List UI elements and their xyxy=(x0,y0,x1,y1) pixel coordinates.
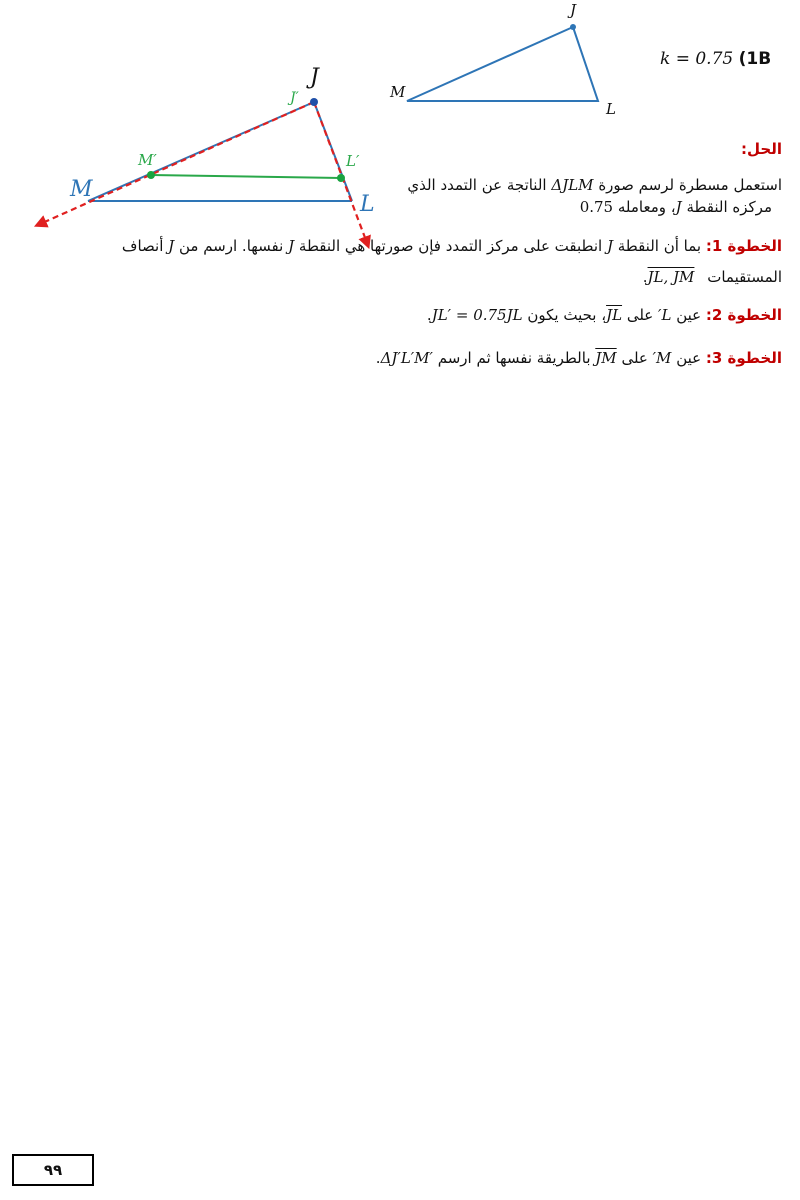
point-J-small xyxy=(570,24,576,30)
step-2-label: الخطوة 2: xyxy=(705,306,782,324)
page-number: ٩٩ xyxy=(43,1161,63,1179)
label-M-small: M xyxy=(390,83,406,101)
problem-header xyxy=(660,46,790,72)
step3-math-f: ΔJ′L′M′ xyxy=(380,349,433,367)
step-1-line-1 xyxy=(16,233,782,259)
step3-math-d: JM xyxy=(595,349,617,367)
step2-text-e: ، بحيث يكون xyxy=(527,306,607,324)
intro2-scale: 0.75 xyxy=(579,198,614,216)
k-value: k = 0.75 xyxy=(660,49,734,69)
label-L-small: L xyxy=(606,100,616,115)
step1-text-a: بما أن النقطة xyxy=(617,237,702,255)
step3-math-b: M′ xyxy=(652,349,672,367)
step1-math-b: J xyxy=(606,237,613,255)
intro2-text-c: ، ومعامله xyxy=(617,198,676,216)
small-triangle-figure xyxy=(380,0,630,115)
triangle-JLM xyxy=(407,27,598,101)
label-J-prime: J′ xyxy=(290,90,299,106)
intro-text-a: استعمل مسطرة لرسم صورة xyxy=(598,176,782,194)
label-L: L xyxy=(360,192,375,217)
step2-math-d: JL xyxy=(606,306,623,324)
step1-text-g: أنصاف xyxy=(121,237,164,255)
step1-math-f: J xyxy=(168,237,175,255)
step1-math-rays: JL, JM xyxy=(647,268,695,286)
intro2-math-J: J xyxy=(675,198,682,216)
intro-line-2 xyxy=(392,194,772,220)
step-1-label: الخطوة 1: xyxy=(705,237,782,255)
label-M-prime: M′ xyxy=(138,151,157,169)
ray-JL xyxy=(314,102,367,243)
intro-math-triangle: ΔJLM xyxy=(551,176,594,194)
label-J-small: J xyxy=(570,1,577,19)
step2-math-f: JL′ = 0.75JL xyxy=(431,306,523,324)
step2-text-c: على xyxy=(626,306,654,324)
point-M-prime xyxy=(147,171,155,179)
intro2-text-a: مركزه النقطة xyxy=(686,198,772,216)
step1-text-h: المستقيمات xyxy=(707,268,782,286)
step-2-line: الخطوة 2: عين L′ على JL، بحيث يكون JL′ = 0.75JL. xyxy=(426,306,782,324)
label-M: M xyxy=(70,177,93,202)
intro-text-c: الناتجة عن التمدد الذي xyxy=(407,176,547,194)
page-number-box xyxy=(12,1154,94,1186)
step1-text-e: نفسها. ارسم من xyxy=(178,237,284,255)
segment-M-prime-L-prime xyxy=(151,175,341,178)
point-L-prime xyxy=(337,174,345,182)
problem-number: (1B xyxy=(738,49,772,69)
step2-math-b: L′ xyxy=(658,306,672,324)
step-1-line-2: المستقيمات JL, JM. xyxy=(642,268,782,286)
step-3-label: الخطوة 3: xyxy=(705,349,782,367)
step1-math-d: J xyxy=(288,237,295,255)
label-J: J xyxy=(310,65,319,90)
step3-text-a: عين xyxy=(676,349,702,367)
step-3-line: الخطوة 3: عين M′ على JM بالطريقة نفسها ثم ارسم ΔJ′L′M′. xyxy=(375,349,782,367)
label-L-prime: L′ xyxy=(346,152,360,170)
solution-heading: الحل: xyxy=(741,140,782,158)
step3-text-c: على xyxy=(621,349,648,367)
step3-text-e: بالطريقة نفسها ثم ارسم xyxy=(437,349,591,367)
step2-text-a: عين xyxy=(676,306,702,324)
point-J xyxy=(310,98,318,106)
step1-text-c: انطبقت على مركز التمدد فإن صورتها هي النقطة xyxy=(298,237,603,255)
